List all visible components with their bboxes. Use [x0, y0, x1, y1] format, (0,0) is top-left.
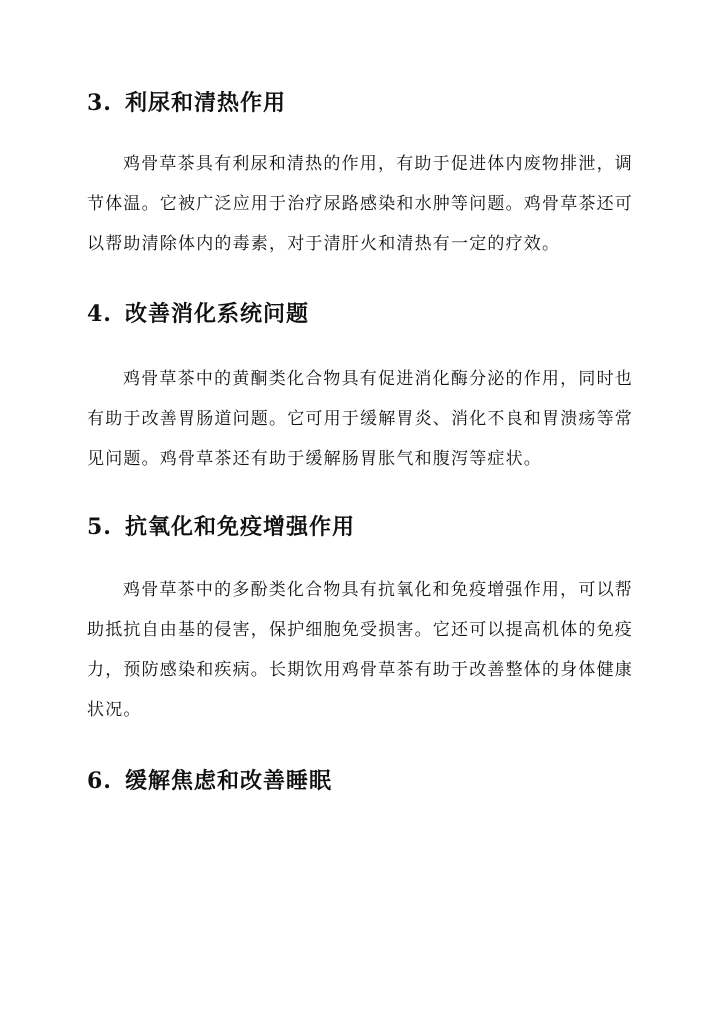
section-number: 6. — [87, 768, 112, 794]
section-title: 改善消化系统问题 — [125, 301, 310, 327]
section-paragraph-3: 鸡骨草茶具有利尿和清热的作用，有助于促进体内废物排泄，调节体温。它被广泛应用于治疗尿路感染和水肿等问题。鸡骨草茶还可以帮助清除体内的毒素，对于清肝火和清热有一定的疗效。 — [87, 154, 633, 254]
section-paragraph-4: 鸡骨草茶中的黄酮类化合物具有促进消化酶分泌的作用，同时也有助于改善胃肠道问题。它可用于缓解胃炎、消化不良和胃溃疡等常见问题。鸡骨草茶还有助于缓解肠胃胀气和腹泻等症状。 — [87, 369, 633, 469]
section-title: 利尿和清热作用 — [125, 90, 287, 116]
section-heading-5 — [87, 512, 647, 542]
section-title: 缓解焦虑和改善睡眠 — [125, 768, 333, 794]
section-paragraph-5: 鸡骨草茶中的多酚类化合物具有抗氧化和免疫增强作用，可以帮助抵抗自由基的侵害，保护细胞免受损害。它还可以提高机体的免疫力，预防感染和疾病。长期饮用鸡骨草茶有助于改善整体的身体健康状况。 — [87, 580, 633, 720]
section-title: 抗氧化和免疫增强作用 — [125, 514, 356, 540]
section-heading-6 — [87, 766, 647, 796]
section-heading-3 — [87, 88, 647, 118]
section-number: 3. — [87, 90, 112, 116]
section-number: 5. — [87, 514, 112, 540]
section-number: 4. — [87, 301, 112, 327]
section-heading-4 — [87, 299, 647, 329]
